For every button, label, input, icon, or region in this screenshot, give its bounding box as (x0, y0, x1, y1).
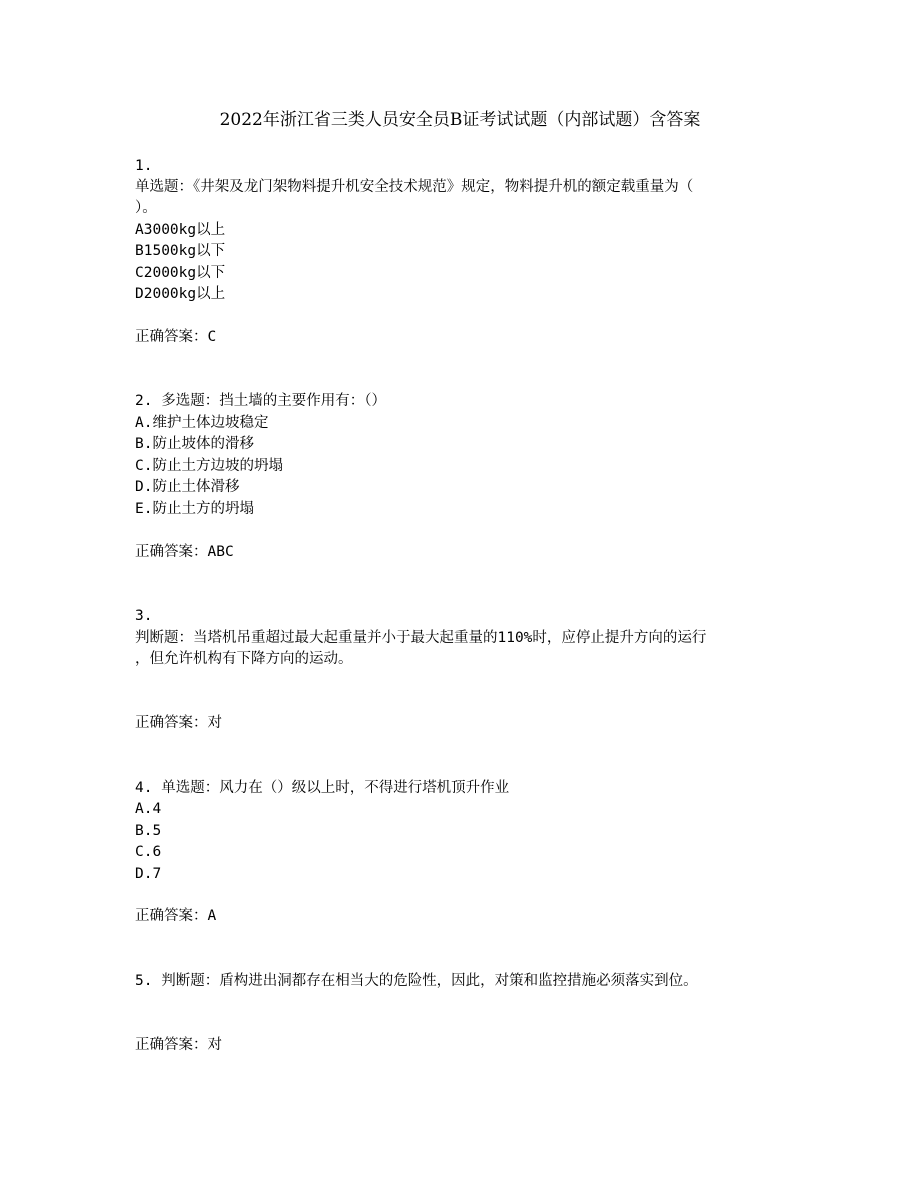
question-2-option-a: A.维护土体边坡稳定 (135, 415, 269, 431)
question-1-option-c: C2000kg以下 (135, 265, 226, 281)
question-5-answer: 正确答案：对 (135, 1037, 222, 1053)
question-1-option-d: D2000kg以上 (135, 286, 226, 302)
question-3-stem-line-1: 判断题：当塔机吊重超过最大起重量并小于最大起重量的110%时，应停止提升方向的运行 (135, 630, 707, 646)
question-4-option-b: B.5 (135, 823, 162, 839)
question-4-option-d: D.7 (135, 866, 162, 882)
question-3-stem-line-2: ，但允许机构有下降方向的运动。 (135, 651, 353, 667)
question-3-number: 3. (135, 608, 153, 624)
question-5-stem: 5. 判断题：盾构进出洞都存在相当大的危险性，因此，对策和监控措施必须落实到位。 (135, 973, 698, 989)
question-2-stem: 2. 多选题：挡土墙的主要作用有：（） (135, 393, 386, 409)
question-1-stem-line-1: 单选题：《井架及龙门架物料提升机安全技术规范》规定，物料提升机的额定载重量为（ (135, 179, 694, 195)
question-4-option-c: C.6 (135, 844, 162, 860)
question-2-answer: 正确答案：ABC (135, 544, 234, 560)
question-4-answer: 正确答案：A (135, 908, 217, 924)
question-1-stem-line-2: ）。 (135, 200, 157, 216)
question-1-option-a: A3000kg以上 (135, 222, 226, 238)
question-1-number: 1. (135, 158, 153, 174)
question-4-stem: 4. 单选题：风力在（）级以上时，不得进行塔机顶升作业 (135, 780, 510, 796)
question-1-option-b: B1500kg以下 (135, 243, 226, 259)
question-2-option-b: B.防止坡体的滑移 (135, 436, 254, 452)
document-title: 2022年浙江省三类人员安全员B证考试试题（内部试题）含答案 (219, 110, 701, 130)
question-4-option-a: A.4 (135, 801, 162, 817)
question-3-answer: 正确答案：对 (135, 715, 222, 731)
question-2-option-e: E.防止土方的坍塌 (135, 501, 254, 517)
question-2-option-d: D.防止土体滑移 (135, 479, 240, 495)
question-2-option-c: C.防止土方边坡的坍塌 (135, 458, 283, 474)
question-1-answer: 正确答案：C (135, 329, 217, 345)
